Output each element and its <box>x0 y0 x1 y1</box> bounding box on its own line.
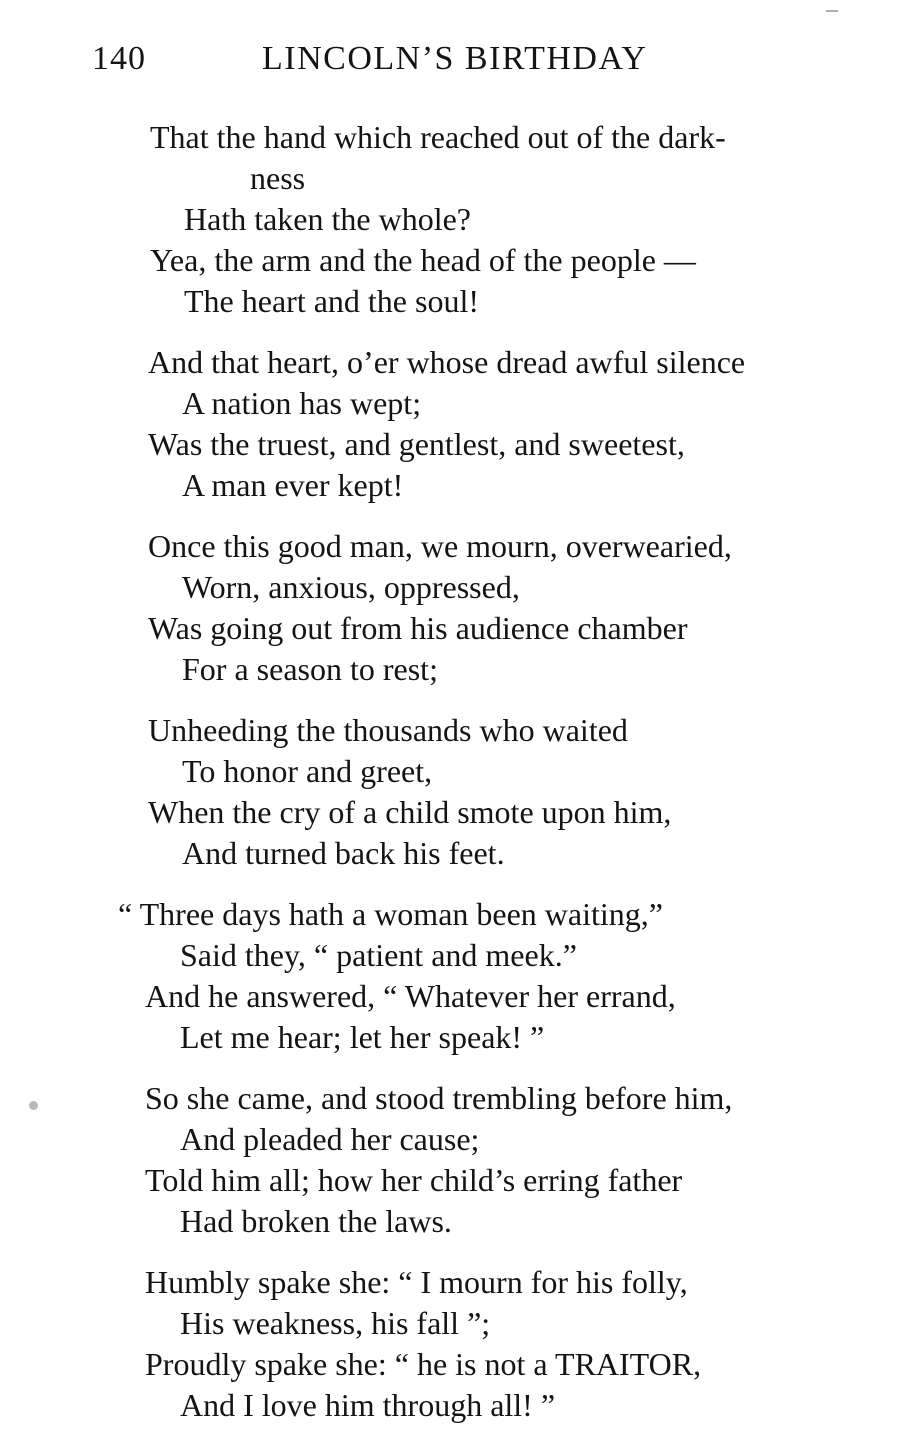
scan-edge-mark <box>826 10 838 12</box>
poem-line-continuation: ness <box>250 160 306 196</box>
poem-line: Proudly spake she: “ he is not a TRAITOR, <box>145 1346 702 1382</box>
poem-line: Let me hear; let her speak! ” <box>180 1019 545 1055</box>
poem-line: And that heart, o’er whose dread awful silence <box>148 344 746 380</box>
poem-line: His weakness, his fall ”; <box>180 1305 491 1341</box>
poem-line: “ Three days hath a woman been waiting,” <box>118 896 663 932</box>
scan-speck <box>29 1101 38 1110</box>
poem-line: To honor and greet, <box>182 753 433 789</box>
stanza-2 <box>0 342 900 506</box>
poem-line: Said they, “ patient and meek.” <box>180 937 577 973</box>
poem-line: Told him all; how her child’s erring father <box>145 1162 683 1198</box>
stanza-6 <box>0 1078 900 1242</box>
poem-line: Was going out from his audience chamber <box>148 610 688 646</box>
running-title: LINCOLN’S BIRTHDAY <box>262 40 648 77</box>
stanza-4 <box>0 710 900 874</box>
poem-line: Humbly spake she: “ I mourn for his folly, <box>145 1264 688 1300</box>
poem <box>0 117 900 1446</box>
poem-line: Once this good man, we mourn, overwearied, <box>148 528 732 564</box>
poem-line: A nation has wept; <box>182 385 422 421</box>
poem-line: That the hand which reached out of the dark- <box>150 119 726 155</box>
poem-line: Was the truest, and gentlest, and sweetest, <box>148 426 685 462</box>
stanza-7 <box>0 1262 900 1426</box>
poem-line: Had broken the laws. <box>180 1203 452 1239</box>
poem-line: Unheeding the thousands who waited <box>148 712 628 748</box>
page-number: 140 <box>92 40 146 77</box>
poem-line: When the cry of a child smote upon him, <box>148 794 672 830</box>
page-header <box>0 40 900 90</box>
poem-line: Worn, anxious, oppressed, <box>182 569 520 605</box>
poem-line: Hath taken the whole? <box>184 201 471 237</box>
poem-line: So she came, and stood trembling before him, <box>145 1080 733 1116</box>
poem-line: The heart and the soul! <box>184 283 479 319</box>
poem-line: A man ever kept! <box>182 467 404 503</box>
stanza-5 <box>0 894 900 1058</box>
stanza-1 <box>0 117 900 322</box>
poem-line: And turned back his feet. <box>182 835 505 871</box>
poem-line: For a season to rest; <box>182 651 438 687</box>
poem-line: And I love him through all! ” <box>180 1387 556 1423</box>
stanza-3 <box>0 526 900 690</box>
poem-line: And he answered, “ Whatever her errand, <box>145 978 676 1014</box>
poem-line: And pleaded her cause; <box>180 1121 480 1157</box>
poem-line: Yea, the arm and the head of the people — <box>150 242 696 278</box>
